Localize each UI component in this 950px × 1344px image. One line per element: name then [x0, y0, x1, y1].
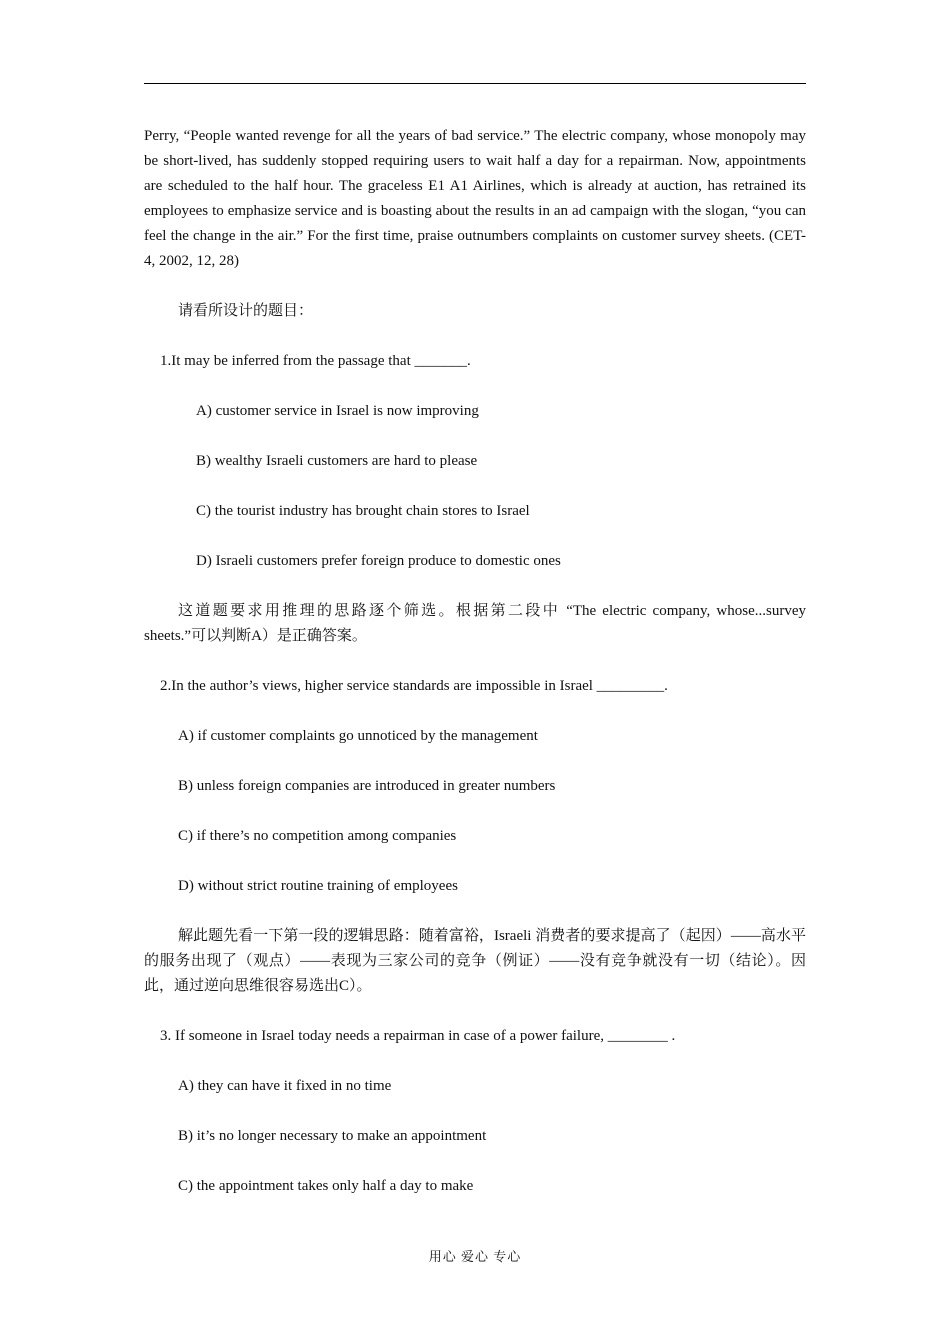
question-3-option-a: A) they can have it fixed in no time [178, 1078, 392, 1094]
question-1-option-b: B) wealthy Israeli customers are hard to please [196, 453, 478, 469]
page-content [144, 124, 806, 1224]
question-2-option-c: C) if there’s no competition among companies [178, 828, 457, 844]
question-1-option-c: C) the tourist industry has brought chain stores to Israel [196, 503, 530, 519]
question-1-option-d: D) Israeli customers prefer foreign produce to domestic ones [196, 553, 561, 569]
passage-continuation: Perry, “People wanted revenge for all the years of bad service.” The electric company, whose monopoly may be short-lived, has suddenly stopped requiring users to wait half a day for a repairman. Now, appointments are scheduled to the half hour. The graceless E1 A1 Airlines, which is already at auction, has retrained its employees to emphasize service and is boasting about the results in an ad campaign with the slogan, “you can feel the change in the air.” For the first time, praise outnumbers complaints on customer survey sheets. (CET-4, 2002, 12, 28) [144, 128, 806, 269]
question-3-option-c: C) the appointment takes only half a day to make [178, 1178, 474, 1194]
question-2-option-a: A) if customer complaints go unnoticed by the management [178, 728, 538, 744]
header-rule [144, 83, 806, 84]
question-3-option-b: B) it’s no longer necessary to make an appointment [178, 1128, 487, 1144]
questions-intro: 请看所设计的题目： [178, 303, 314, 319]
question-2-stem: 2.In the author’s views, higher service standards are impossible in Israel _________. [160, 678, 668, 694]
question-2-option-d: D) without strict routine training of employees [178, 878, 458, 894]
question-1-option-a: A) customer service in Israel is now improving [196, 403, 479, 419]
question-3-stem: 3. If someone in Israel today needs a repairman in case of a power failure, ________ . [160, 1028, 676, 1044]
question-2-explanation: 解此题先看一下第一段的逻辑思路：随着富裕，Israeli 消费者的要求提高了（起因）——高水平的服务出现了（观点）——表现为三家公司的竞争（例证）——没有竞争就没有一切（结论）。因此，通过逆向思维很容易选出C）。 [144, 928, 806, 994]
question-2-option-b: B) unless foreign companies are introduced in greater numbers [178, 778, 556, 794]
question-1-explanation: 这道题要求用推理的思路逐个筛选。根据第二段中 “The electric company, whose...survey sheets.”可以判断A）是正确答案。 [144, 603, 806, 644]
question-1-stem: 1.It may be inferred from the passage that _______. [160, 353, 471, 369]
page-footer: 用心 爱心 专心 [428, 1249, 522, 1264]
